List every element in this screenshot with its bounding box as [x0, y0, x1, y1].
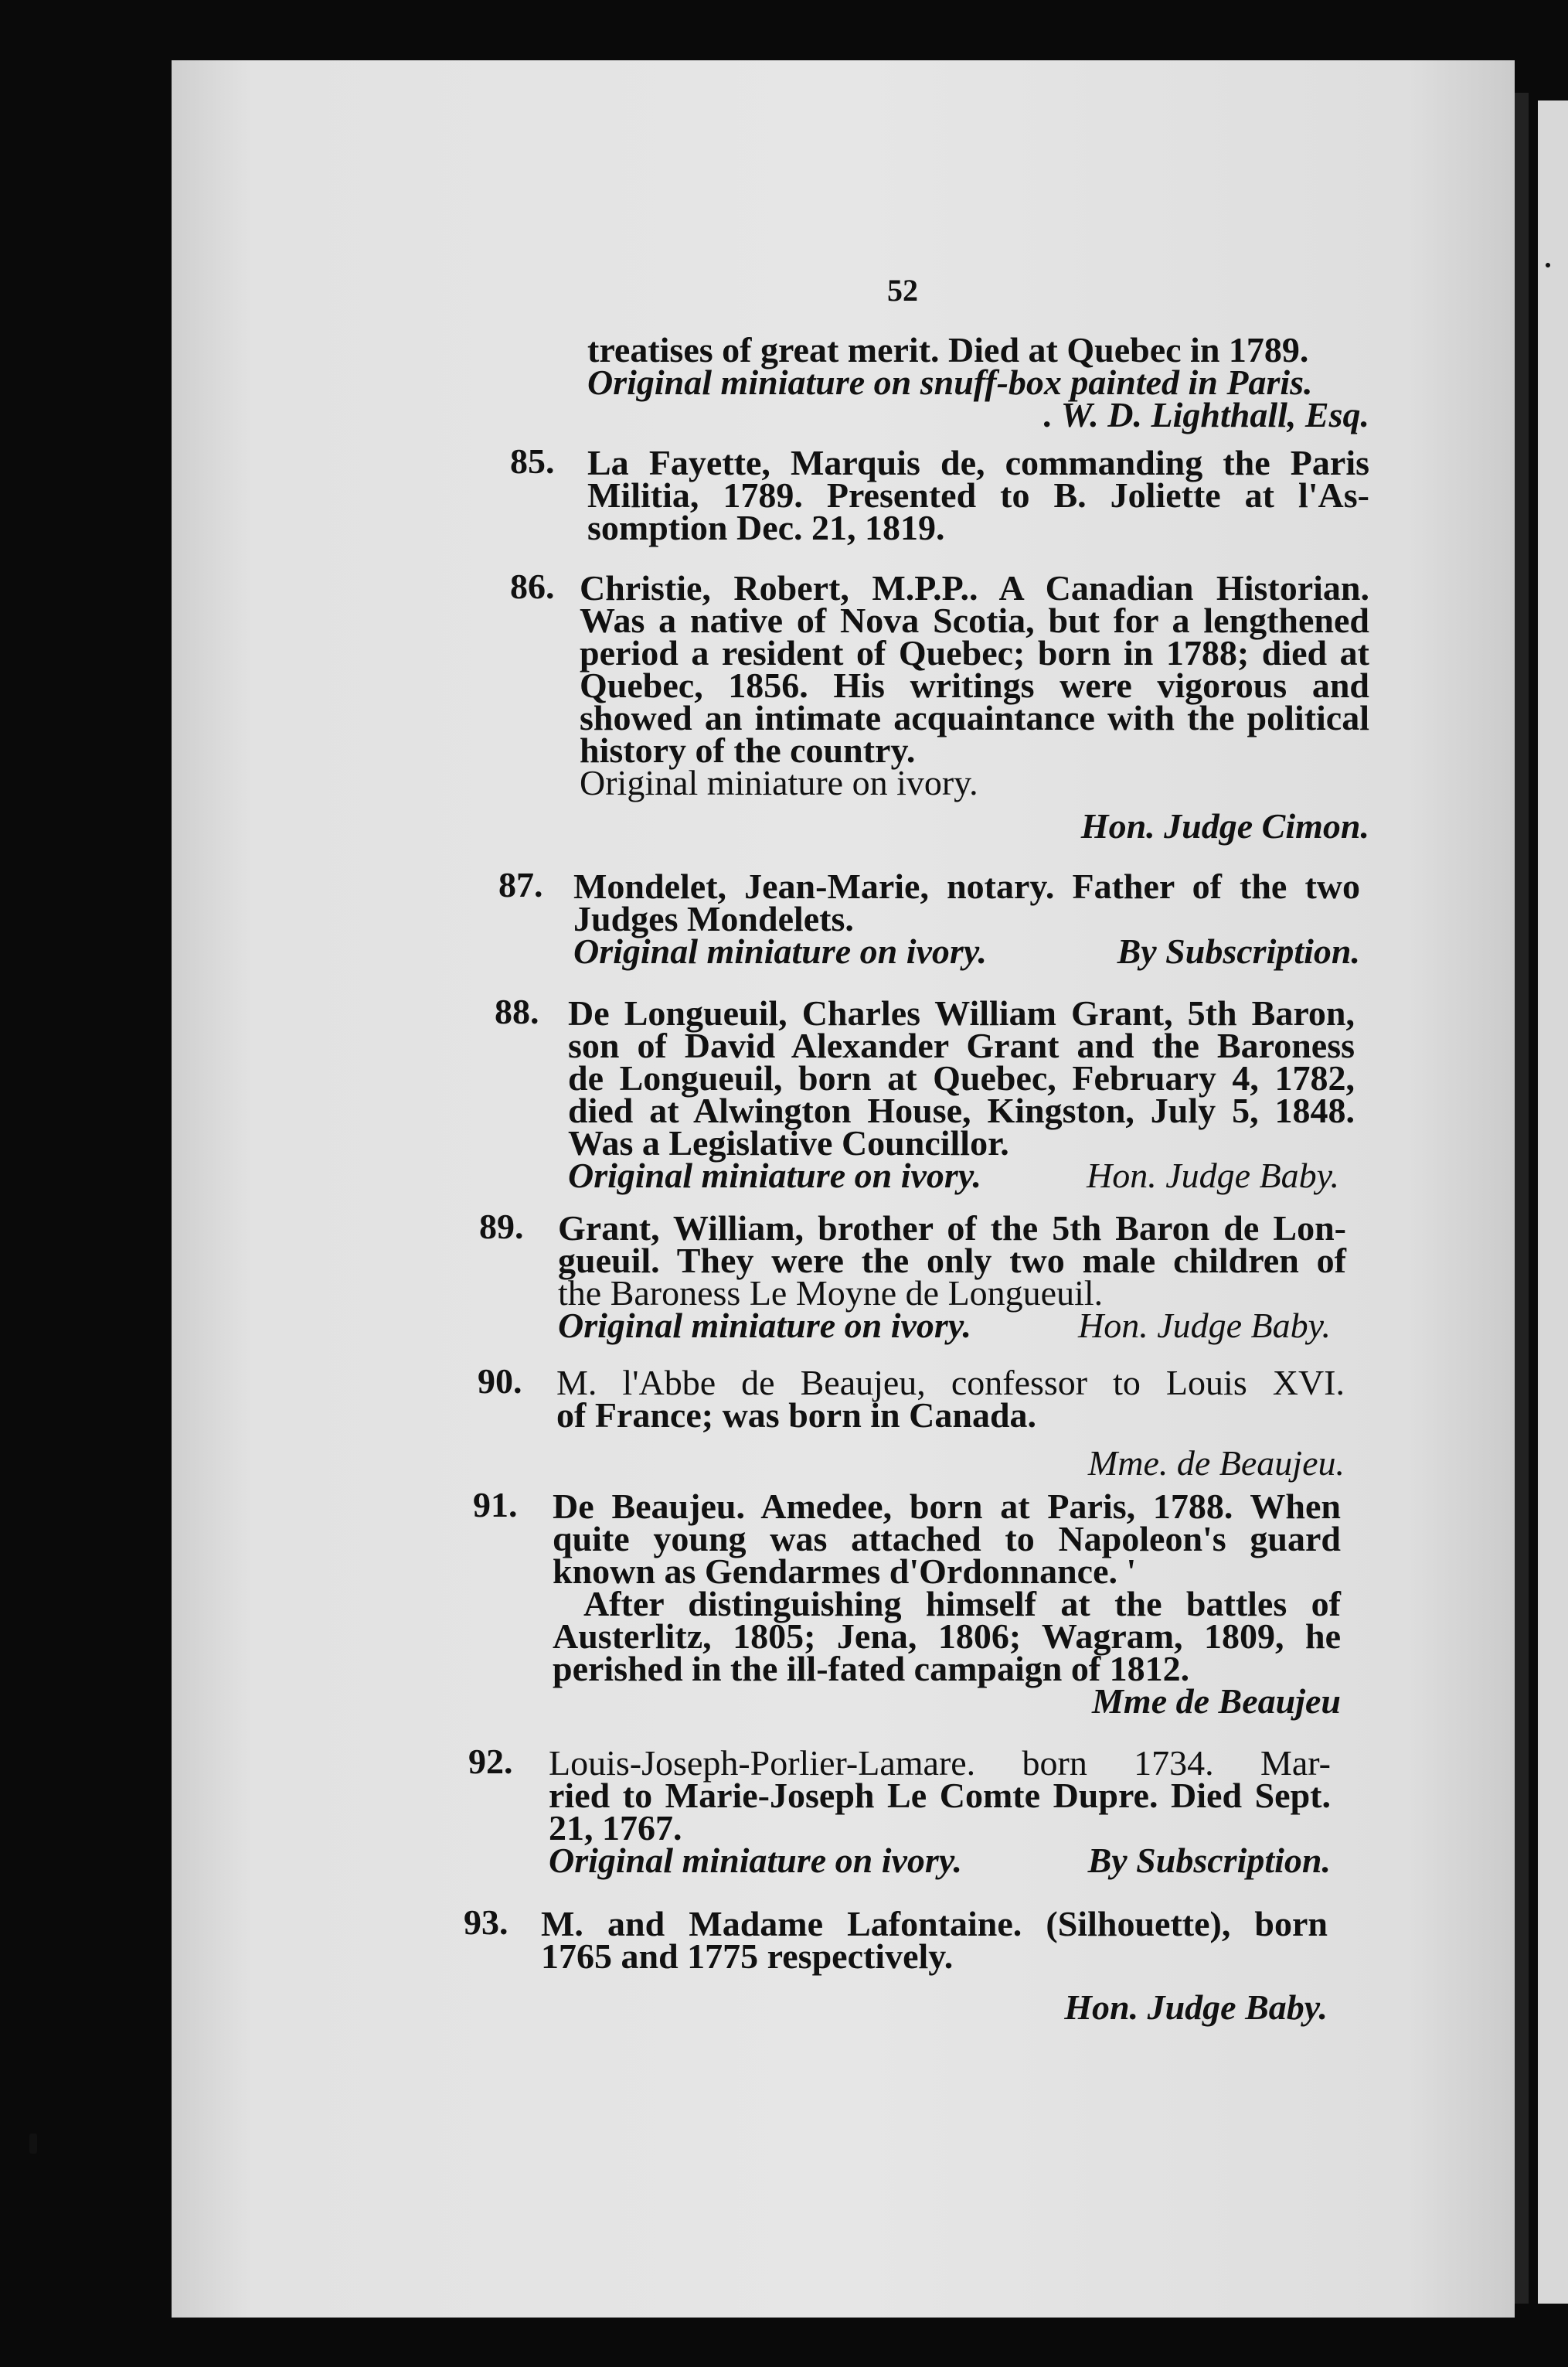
text-line: somption Dec. 21, 1819. — [587, 508, 945, 547]
entry-number: 91. — [473, 1485, 518, 1524]
entry-85 — [587, 443, 1369, 547]
donor-line: . W. D. Lighthall, Esq. — [1043, 395, 1369, 434]
intro-text — [587, 330, 1369, 434]
caption-row — [573, 931, 1360, 971]
entry-93 — [541, 1904, 1328, 2027]
page-number: 52 — [887, 273, 918, 308]
caption-text: Original miniature on ivory. — [573, 931, 988, 971]
text-line: quite young was attached to Napoleon's guard — [553, 1519, 1341, 1558]
text-line: showed an intimate acquaintance with the political — [580, 698, 1369, 737]
entry-number: 88. — [495, 992, 539, 1031]
text-line: treatises of great merit. Died at Quebec in 1789. — [587, 330, 1309, 370]
caption-text: Original miniature on ivory. — [568, 1156, 982, 1195]
caption-row — [558, 1306, 1346, 1345]
entry-number: 89. — [479, 1207, 524, 1246]
donor-text: By Subscription. — [1087, 1841, 1331, 1880]
text-line: Militia, 1789. Presented to B. Joliette at l'As- — [587, 475, 1369, 515]
text-line: Grant, William, brother of the 5th Baron de Lon- — [558, 1208, 1346, 1248]
text-line: De Beaujeu. Amedee, born at Paris, 1788. When — [553, 1487, 1341, 1526]
text-line: known as Gendarmes d'Ordonnance. ' — [553, 1551, 1137, 1591]
text-line: M. l'Abbe de Beaujeu, confessor to Louis XVI. — [556, 1363, 1345, 1402]
text-line: La Fayette, Marquis de, commanding the Paris — [587, 443, 1369, 482]
entry-number: 90. — [478, 1361, 522, 1401]
donor-line: Hon. Judge Cimon. — [1080, 806, 1369, 846]
text-line: period a resident of Quebec; born in 1788; died at — [580, 633, 1369, 673]
text-line: After distinguishing himself at the battles of — [583, 1584, 1341, 1623]
caption-text: Original miniature on ivory. — [558, 1306, 972, 1345]
caption-text: Original miniature on ivory. — [549, 1841, 963, 1880]
text-line: De Longueuil, Charles William Grant, 5th Baron, — [568, 993, 1355, 1033]
text-line: of France; was born in Canada. — [556, 1395, 1037, 1435]
entry-88 — [568, 993, 1355, 1195]
entry-number: 93. — [464, 1902, 508, 1942]
entry-90 — [556, 1363, 1345, 1483]
donor-text: By Subscription. — [1117, 931, 1360, 971]
donor-text: Hon. Judge Baby. — [1086, 1156, 1339, 1195]
caption-line: Original miniature on snuff-box painted in Paris. — [587, 363, 1313, 402]
text-line: ried to Marie-Joseph Le Comte Dupre. Died Sept. — [549, 1776, 1331, 1815]
text-line: Was a native of Nova Scotia, but for a lengthened — [580, 601, 1369, 640]
donor-line: Hon. Judge Baby. — [1064, 1987, 1328, 2027]
entry-92 — [549, 1743, 1331, 1880]
text-line: Mondelet, Jean-Marie, notary. Father of the two — [573, 867, 1360, 906]
text-line: 1765 and 1775 respectively. — [541, 1936, 954, 1976]
entry-89 — [558, 1208, 1346, 1345]
text-line: perished in the ill-fated campaign of 1812. — [553, 1649, 1190, 1688]
scan-speck — [29, 2134, 37, 2154]
text-line: Judges Mondelets. — [573, 899, 854, 938]
entry-91 — [553, 1487, 1341, 1721]
text-line: 21, 1767. — [549, 1808, 682, 1848]
donor-line: Mme. de Beaujeu. — [1087, 1443, 1345, 1483]
page-gutter-shadow — [1515, 93, 1529, 2304]
text-line: Christie, Robert, M.P.P.. A Canadian Historian. — [580, 568, 1369, 608]
caption-row — [549, 1841, 1331, 1880]
text-line: Original miniature on ivory. — [580, 763, 978, 802]
scan-speck — [1546, 263, 1550, 267]
text-line: de Longueuil, born at Quebec, February 4, 1782, — [568, 1058, 1355, 1098]
text-line: died at Alwington House, Kingston, July 5, 1848. — [568, 1091, 1355, 1130]
text-line: Louis-Joseph-Porlier-Lamare. born 1734. Mar- — [549, 1743, 1331, 1783]
text-line: gueuil. They were the only two male children of — [558, 1241, 1346, 1280]
entry-number: 85. — [510, 441, 555, 481]
text-line: history of the country. — [580, 731, 916, 770]
caption-row — [568, 1156, 1355, 1195]
entry-87 — [573, 867, 1360, 971]
text-line: the Baroness Le Moyne de Longueuil. — [558, 1273, 1104, 1313]
donor-line: Mme de Beaujeu — [1092, 1681, 1341, 1721]
donor-text: Hon. Judge Baby. — [1077, 1306, 1331, 1345]
text-line: Quebec, 1856. His writings were vigorous and — [580, 666, 1369, 705]
entry-number: 87. — [498, 865, 543, 904]
text-line: son of David Alexander Grant and the Baroness — [568, 1026, 1355, 1065]
entry-number: 92. — [468, 1742, 513, 1781]
text-line: Austerlitz, 1805; Jena, 1806; Wagram, 1809, he — [553, 1616, 1341, 1656]
entry-86 — [580, 568, 1369, 846]
entry-number: 86. — [510, 567, 555, 606]
facing-page-edge — [1538, 100, 1568, 2304]
text-line: Was a Legislative Councillor. — [568, 1123, 1009, 1163]
text-line: M. and Madame Lafontaine. (Silhouette), born — [541, 1904, 1328, 1943]
